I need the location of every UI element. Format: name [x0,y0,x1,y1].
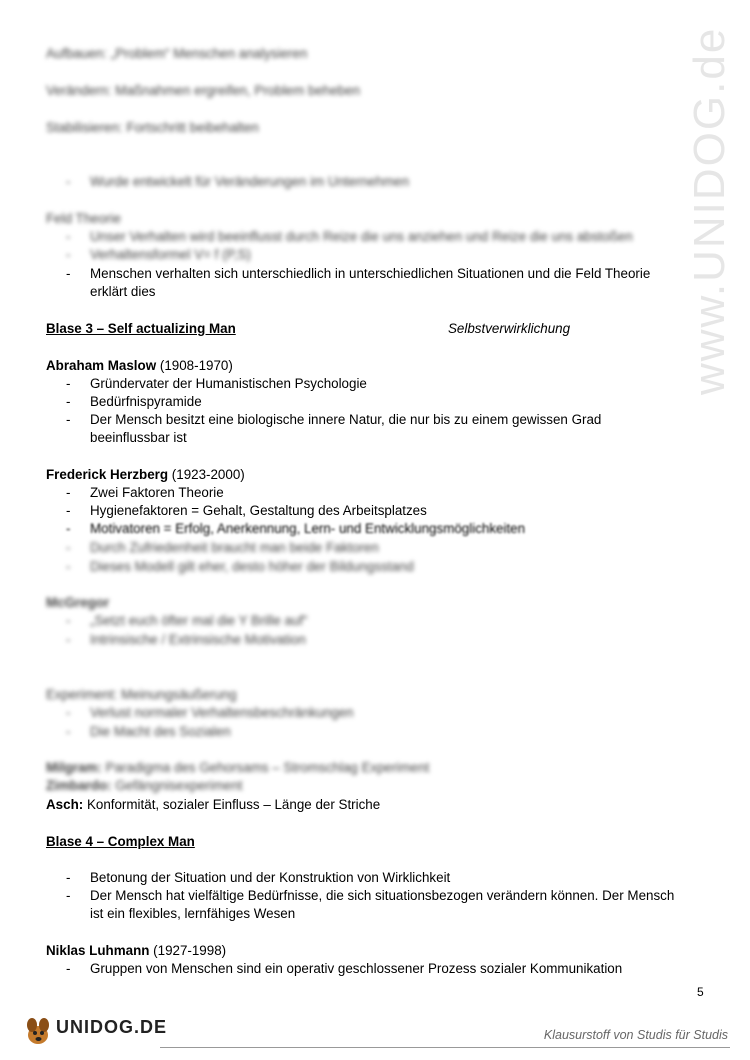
section-heading: Blase 4 – Complex Man [46,834,195,849]
section-heading: Blase 3 – Self actualizing Man [46,321,236,336]
list-item: - Der Mensch besitzt eine biologische innere Natur, die nur bis zu einem gewissen Grad beeinflussbar ist [66,412,602,445]
list-item: - Gründervater der Humanistischen Psychologie [66,376,367,391]
list-item: - Bedürfnispyramide [66,394,202,409]
blurred-line: Stabilisieren: Fortschritt beibehalten [46,120,259,135]
section-title: Experiment: Meinungsäußerung [46,687,237,702]
list-item: - Durch Zufriedenheit braucht man beide Faktoren [66,540,379,555]
person-heading: McGregor [46,595,110,610]
list-item: - Motivatoren = Erfolg, Anerkennung, Lern- und Entwicklungsmöglichkeiten [66,521,526,536]
experiment-line: Milgram: Paradigma des Gehorsams – Stromschlag Experiment [46,760,430,775]
list-item: - Gruppen von Menschen sind ein operativ geschlossener Prozess sozialer Kommunikation [66,961,623,976]
person-heading: Frederick Herzberg (1923-2000) [46,467,245,482]
unidog-logo [22,1013,168,1049]
list-item: - Wurde entwickelt für Veränderungen im Unternehmen [66,174,410,189]
list-item: - Hygienefaktoren = Gehalt, Gestaltung des Arbeitsplatzes [66,503,427,518]
section-note: Selbstverwirklichung [448,321,571,336]
list-item: - Unser Verhalten wird beeinflusst durch Reize die uns anziehen und Reize die uns abstoßen [66,229,633,244]
blurred-line: Verändern: Maßnahmen ergreifen, Problem beheben [46,83,361,98]
blurred-line: Aufbauen: „Problem“ Menschen analysieren [46,46,308,61]
logo-text: UNIDOG.DE [56,1017,168,1037]
list-item: - Der Mensch hat vielfältige Bedürfnisse, die sich situationsbezogen verändern können. Der Mensch ist ein flexibles, lernfähiges Wesen [66,888,675,921]
experiment-line: Zimbardo: Gefängnisexperiment [46,778,243,793]
list-item: - Zwei Faktoren Theorie [66,485,224,500]
footer-text: Klausurstoff von Studis für Studis [543,1028,728,1042]
list-item: - Die Macht des Sozialen [66,724,231,739]
list-item: - Intrinsische / Extrinsische Motivation [66,632,306,647]
section-title: Feld Theorie [46,211,121,226]
list-item: - Betonung der Situation und der Konstruktion von Wirklichkeit [66,870,451,885]
list-item: - Verhaltensformel V= f (P,S) [66,247,251,262]
list-item: - Dieses Modell gilt eher, desto höher der Bildungsstand [66,559,414,574]
footer-divider [160,1047,730,1048]
watermark: www.UNIDOG.de [685,26,734,395]
list-item: - Menschen verhalten sich unterschiedlich in unterschiedlichen Situationen und die Feld Theorie erklärt dies [66,266,651,299]
experiment-line: Asch: Konformität, sozialer Einfluss – Länge der Striche [46,797,381,812]
person-heading: Abraham Maslow (1908-1970) [46,358,233,373]
list-item: - „Setzt euch öfter mal die Y Brille auf“ [66,613,308,628]
dog-icon [22,1013,58,1049]
list-item: - Verlust normaler Verhaltensbeschränkungen [66,705,354,720]
person-heading: Niklas Luhmann (1927-1998) [46,943,227,958]
page-number: 5 [697,985,704,999]
